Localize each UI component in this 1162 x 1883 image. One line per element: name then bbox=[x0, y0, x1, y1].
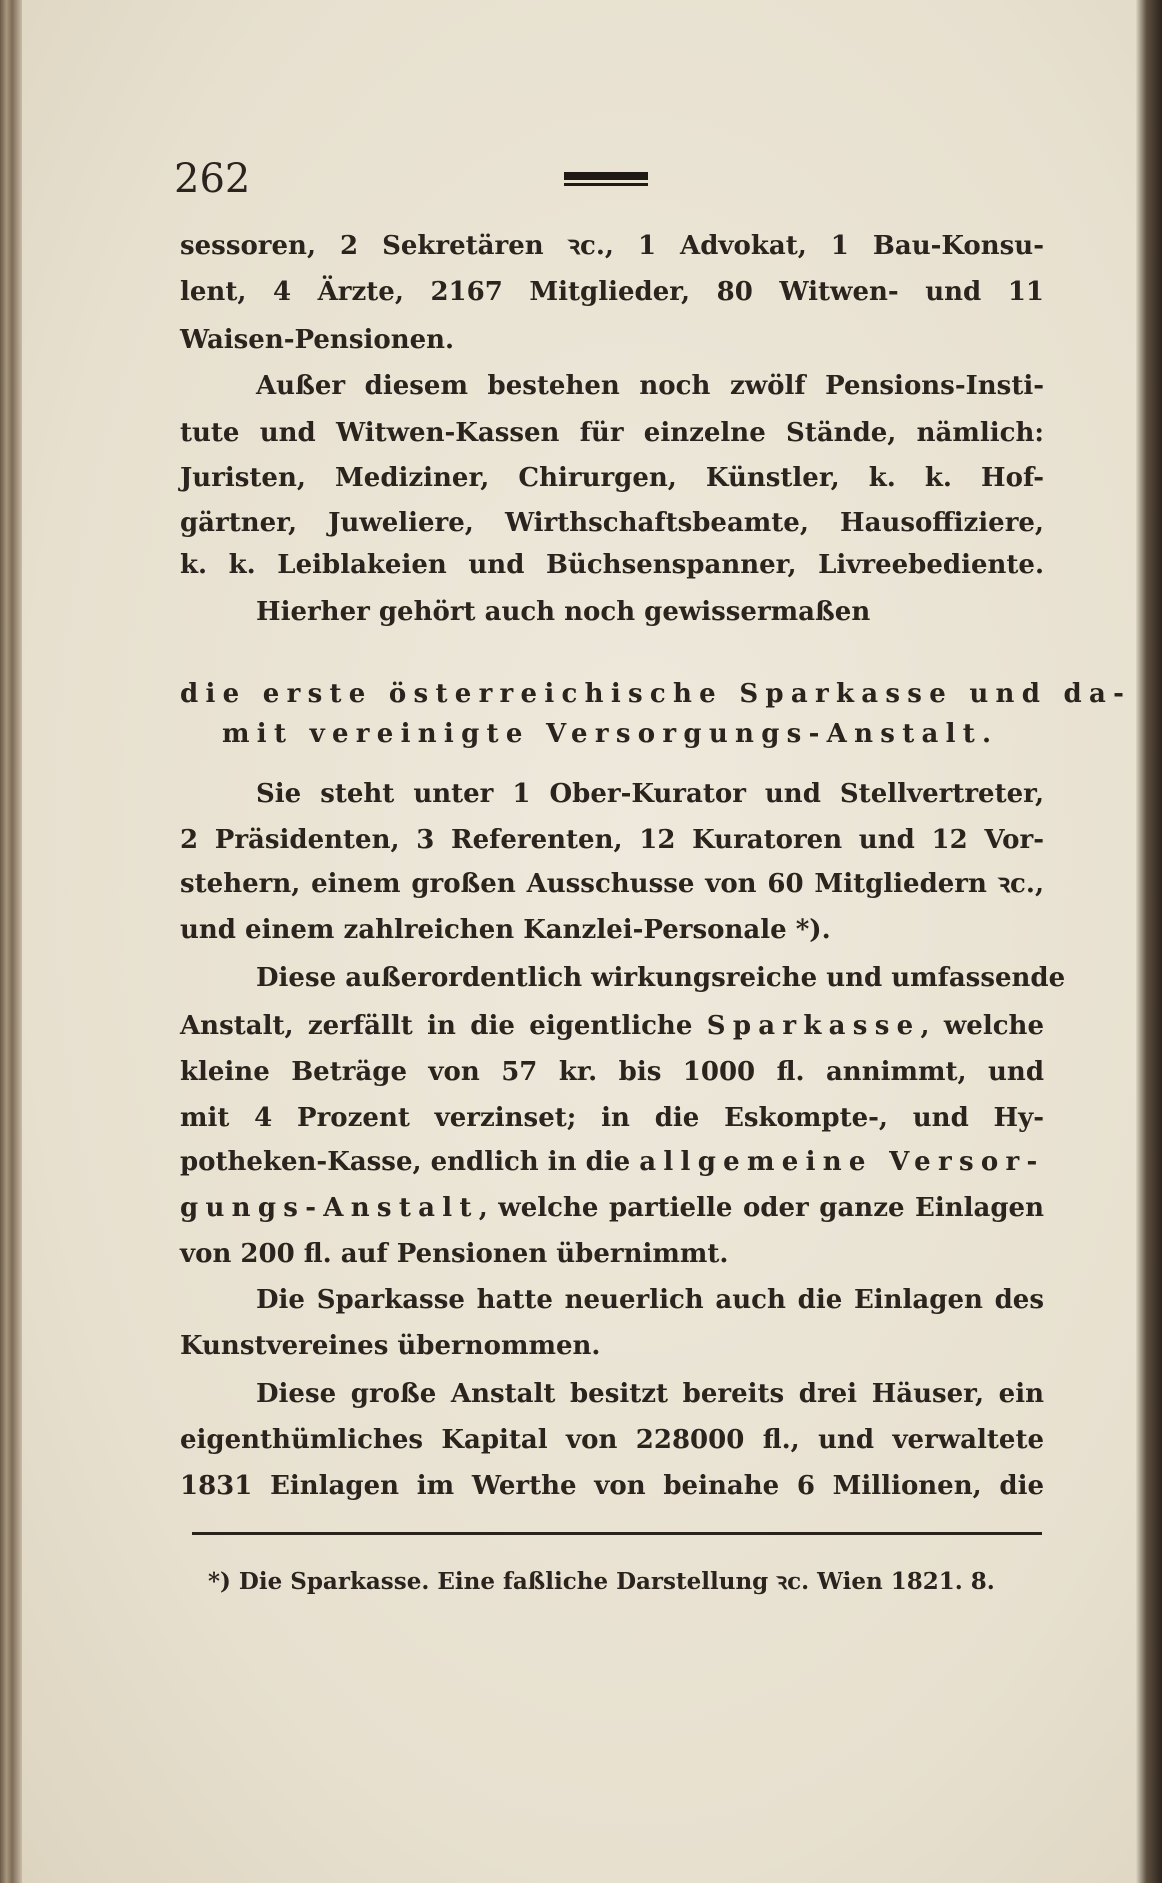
text-segment: k. k. Leiblakeien und Büchsenspanner, Livreebediente. bbox=[180, 550, 1044, 580]
text-line bbox=[180, 1420, 1044, 1460]
text-line bbox=[180, 503, 1044, 543]
text-line bbox=[256, 366, 1044, 406]
text-segment: potheken-Kasse, endlich in die bbox=[180, 1147, 640, 1177]
text-line bbox=[256, 774, 1044, 814]
header-ornament-rule-thin bbox=[564, 183, 648, 186]
text-line bbox=[180, 1052, 1044, 1092]
text-line bbox=[180, 1326, 1044, 1366]
text-segment: Sie steht unter 1 Ober-Kurator und Stellvertreter, bbox=[256, 779, 1044, 809]
spaced-emphasis-text: gungs-Anstalt bbox=[180, 1193, 479, 1223]
footnote: *) Die Sparkasse. Eine faßliche Darstellung ꝛc. Wien 1821. 8. bbox=[208, 1568, 995, 1595]
text-line bbox=[256, 958, 1066, 998]
text-segment: eigenthümliches Kapital von 228000 fl., und verwaltete bbox=[180, 1425, 1044, 1455]
text-line bbox=[180, 413, 1044, 453]
text-line bbox=[256, 1280, 1044, 1320]
text-segment: 2 Präsidenten, 3 Referenten, 12 Kuratoren und 12 Vor- bbox=[180, 825, 1044, 855]
text-line bbox=[180, 272, 1044, 312]
text-line bbox=[180, 320, 1044, 360]
text-segment: sessoren, 2 Sekretären ꝛc., 1 Advokat, 1 Bau-Konsu- bbox=[180, 231, 1044, 261]
text-segment: Die Sparkasse hatte neuerlich auch die Einlagen des bbox=[256, 1285, 1044, 1315]
text-line bbox=[180, 1234, 1044, 1274]
text-line bbox=[256, 592, 1044, 632]
spaced-emphasis-text: allgemeine Versor- bbox=[639, 1147, 1045, 1177]
footnote-separator bbox=[192, 1532, 1042, 1535]
text-line bbox=[180, 1142, 1044, 1182]
text-segment: Diese große Anstalt besitzt bereits drei Häuser, ein bbox=[256, 1379, 1044, 1409]
header-ornament-rule bbox=[564, 172, 648, 180]
text-segment: , welche partielle oder ganze Einlagen bbox=[478, 1193, 1044, 1223]
text-line bbox=[180, 458, 1044, 498]
text-line bbox=[180, 1006, 1044, 1046]
page-right-edge bbox=[1136, 0, 1162, 1883]
spaced-emphasis-text: mit vereinigte Versorgungs-Anstalt. bbox=[222, 719, 999, 749]
text-line bbox=[180, 1098, 1044, 1138]
text-segment: , welche bbox=[920, 1011, 1044, 1041]
text-segment: Diese außerordentlich wirkungsreiche und umfassende bbox=[256, 963, 1066, 993]
text-segment: lent, 4 Ärzte, 2167 Mitglieder, 80 Witwen- und 11 bbox=[180, 277, 1044, 307]
text-line bbox=[180, 674, 1132, 714]
text-line bbox=[222, 714, 999, 754]
page-number: 262 bbox=[174, 156, 251, 202]
text-segment: tute und Witwen-Kassen für einzelne Stände, nämlich: bbox=[180, 418, 1044, 448]
text-segment: Waisen-Pensionen. bbox=[180, 325, 455, 355]
text-segment: von 200 fl. auf Pensionen übernimmt. bbox=[180, 1239, 729, 1269]
text-line bbox=[180, 226, 1044, 266]
text-segment: mit 4 Prozent verzinset; in die Eskompte-, und Hy- bbox=[180, 1103, 1044, 1133]
text-line bbox=[180, 1188, 1044, 1228]
text-segment: 1831 Einlagen im Werthe von beinahe 6 Millionen, die bbox=[180, 1471, 1044, 1501]
book-binding-edge bbox=[0, 0, 22, 1883]
text-segment: Hierher gehört auch noch gewissermaßen bbox=[256, 597, 871, 627]
text-segment: Außer diesem bestehen noch zwölf Pensions-Insti- bbox=[256, 371, 1044, 401]
text-line bbox=[256, 1374, 1044, 1414]
text-line bbox=[180, 1466, 1044, 1506]
text-segment: stehern, einem großen Ausschusse von 60 Mitgliedern ꝛc., bbox=[180, 869, 1044, 899]
spaced-emphasis-text: Sparkasse bbox=[706, 1011, 921, 1041]
text-line bbox=[180, 820, 1044, 860]
text-segment: kleine Beträge von 57 kr. bis 1000 fl. annimmt, und bbox=[180, 1057, 1044, 1087]
text-segment: Kunstvereines übernommen. bbox=[180, 1331, 601, 1361]
text-segment: Anstalt, zerfällt in die eigentliche bbox=[180, 1011, 707, 1041]
text-line bbox=[180, 910, 1044, 950]
spaced-emphasis-text: die erste österreichische Sparkasse und da- bbox=[180, 679, 1132, 709]
text-segment: und einem zahlreichen Kanzlei-Personale *). bbox=[180, 915, 831, 945]
text-line bbox=[180, 864, 1044, 904]
text-segment: Juristen, Mediziner, Chirurgen, Künstler, k. k. Hof- bbox=[180, 463, 1044, 493]
text-segment: gärtner, Juweliere, Wirthschaftsbeamte, Hausoffiziere, bbox=[180, 508, 1044, 538]
text-line bbox=[180, 545, 1044, 585]
